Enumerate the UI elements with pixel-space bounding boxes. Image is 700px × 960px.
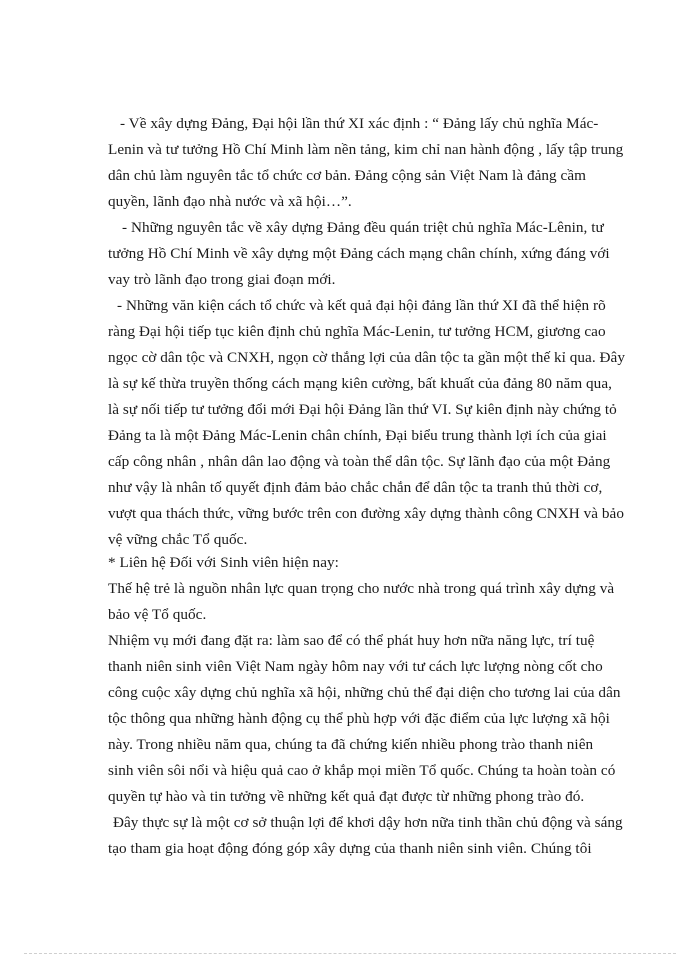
text-line: - Về xây dựng Đảng, Đại hội lần thứ XI xác định : “ Đảng lấy chủ nghĩa Mác-	[120, 115, 599, 132]
text-line: như vậy là nhân tố quyết định đảm bảo chắc chắn để dân tộc ta tranh thủ thời cơ,	[108, 479, 603, 496]
page-bottom-divider	[24, 953, 676, 954]
text-line: quyền tự hào và tin tưởng về những kết quả đạt được từ những phong trào đó.	[108, 788, 585, 805]
text-line: - Những nguyên tắc về xây dựng Đảng đều quán triệt chủ nghĩa Mác-Lênin, tư	[122, 219, 604, 236]
text-line: ràng Đại hội tiếp tục kiên định chủ nghĩa Mác-Lenin, tư tưởng HCM, giương cao	[108, 323, 606, 340]
text-line: bảo vệ Tổ quốc.	[108, 606, 207, 623]
text-line: vay trò lãnh đạo trong giai đoạn mới.	[108, 271, 336, 288]
section-heading: * Liên hệ Đối với Sinh viên hiện nay:	[108, 554, 339, 571]
text-line: ngọc cờ dân tộc và CNXH, ngọn cờ thắng lợi của dân tộc ta gần một thế kỉ qua. Đây	[108, 349, 625, 366]
text-line: quyền, lãnh đạo nhà nước và xã hội…”.	[108, 193, 352, 210]
text-line: Nhiệm vụ mới đang đặt ra: làm sao để có thể phát huy hơn nữa năng lực, trí tuệ	[108, 632, 595, 649]
text-line: Thế hệ trẻ là nguồn nhân lực quan trọng cho nước nhà trong quá trình xây dựng và	[108, 580, 615, 597]
text-line: - Những văn kiện cách tổ chức và kết quả đại hội đảng lần thứ XI đã thể hiện rõ	[117, 297, 606, 314]
text-line: Đảng ta là một Đảng Mác-Lenin chân chính, Đại biểu trung thành lợi ích của giai	[108, 427, 607, 444]
text-line: thanh niên sinh viên Việt Nam ngày hôm nay với tư cách lực lượng nòng cốt cho	[108, 658, 603, 675]
text-line: là sự nối tiếp tư tưởng đổi mới Đại hội Đảng lần thứ VI. Sự kiên định này chứng tỏ	[108, 401, 617, 418]
text-line: công cuộc xây dựng chủ nghĩa xã hội, những chủ thể đại diện cho tương lai của dân	[108, 684, 621, 701]
text-line: Lenin và tư tưởng Hồ Chí Minh làm nền tảng, kim chỉ nan hành động , lấy tập trung	[108, 141, 624, 158]
text-line: tạo tham gia hoạt động đóng góp xây dựng của thanh niên sinh viên. Chúng tôi	[108, 840, 592, 857]
text-line: cấp công nhân , nhân dân lao động và toàn thể dân tộc. Sự lãnh đạo của một Đảng	[108, 453, 611, 470]
text-line: vượt qua thách thức, vững bước trên con đường xây dựng thành công CNXH và bảo	[108, 505, 624, 522]
text-line: tưởng Hồ Chí Minh về xây dựng một Đảng cách mạng chân chính, xứng đáng với	[108, 245, 610, 262]
text-line: vệ vững chắc Tổ quốc.	[108, 531, 248, 548]
text-line: Đây thực sự là một cơ sở thuận lợi để khơi dậy hơn nữa tinh thần chủ động và sáng	[113, 814, 623, 831]
text-line: dân chủ làm nguyên tắc tổ chức cơ bản. Đảng cộng sản Việt Nam là đảng cầm	[108, 167, 586, 184]
text-line: là sự kế thừa truyền thống cách mạng kiên cường, bất khuất của đảng 80 năm qua,	[108, 375, 612, 392]
text-line: sinh viên sôi nổi và hiệu quả cao ở khắp mọi miền Tổ quốc. Chúng ta hoàn toàn có	[108, 762, 616, 779]
text-line: tộc thông qua những hành động cụ thể phù hợp với đặc điểm của lực lượng xã hội	[108, 710, 610, 727]
text-line: này. Trong nhiều năm qua, chúng ta đã chứng kiến nhiều phong trào thanh niên	[108, 736, 594, 753]
